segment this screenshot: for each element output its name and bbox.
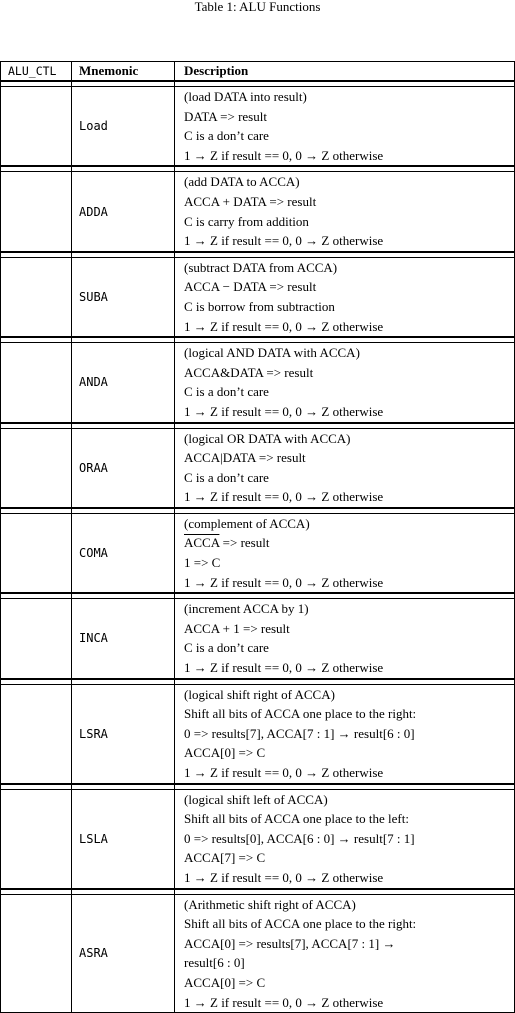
mnemonic-cell: ADDA [71, 172, 174, 251]
header-alu-ctl: ALU_CTL [0, 61, 71, 81]
description-line: C is a don’t care [184, 384, 269, 400]
description-line: 0 => results[0], ACCA[6 : 0] → result[7 : 1] [184, 830, 415, 846]
overlined-acca: ACCA [184, 535, 220, 551]
description-line: 1 → Z if result == 0, 0 → Z otherwise [184, 994, 384, 1010]
description-line: C is carry from addition [184, 213, 309, 229]
table-row [0, 87, 515, 166]
description-line: C is a don’t care [184, 128, 269, 144]
description-line: (logical shift right of ACCA) [184, 686, 335, 702]
description-line: ACCA|DATA => result [184, 450, 306, 466]
alu-ctl-cell [0, 895, 71, 1013]
table-row [0, 429, 515, 508]
description-line: ACCA[7] => C [184, 850, 266, 866]
mnemonic-cell: ANDA [71, 343, 174, 422]
description-line: 1 → Z if result == 0, 0 → Z otherwise [184, 489, 384, 505]
mnemonic-cell: ORAA [71, 429, 174, 508]
description-line: (Arithmetic shift right of ACCA) [184, 896, 356, 912]
table-row [0, 895, 515, 1013]
alu-ctl-cell [0, 258, 71, 337]
alu-ctl-cell [0, 429, 71, 508]
description-line: ACCA + 1 => result [184, 620, 290, 636]
description-cell [174, 685, 515, 784]
description-cell [174, 429, 515, 508]
description-cell [174, 258, 515, 337]
mnemonic-cell: ASRA [71, 895, 174, 1013]
description-line: ACCA[0] => C [184, 974, 266, 990]
description-line: result[6 : 0] [184, 955, 245, 971]
description-line: 1 → Z if result == 0, 0 → Z otherwise [184, 765, 384, 780]
description-line: 1 => C [184, 555, 221, 571]
table-header-row [0, 61, 515, 81]
alu-ctl-cell [0, 343, 71, 422]
description-line: (load DATA into result) [184, 89, 307, 104]
description-line: (add DATA to ACCA) [184, 174, 300, 190]
alu-ctl-cell [0, 599, 71, 678]
description-line: (logical AND DATA with ACCA) [184, 345, 360, 361]
description-line: Shift all bits of ACCA one place to the right: [184, 916, 417, 932]
description-line: 1 → Z if result == 0, 0 → Z otherwise [184, 574, 384, 590]
description-line: 1 → Z if result == 0, 0 → Z otherwise [184, 233, 384, 249]
description-line: DATA => result [184, 108, 267, 124]
table-row [0, 172, 515, 251]
description-line: 1 → Z if result == 0, 0 → Z otherwise [184, 318, 384, 334]
mnemonic-cell: LSRA [71, 685, 174, 784]
header-mnemonic: Mnemonic [71, 61, 174, 81]
description-line: (logical OR DATA with ACCA) [184, 430, 351, 446]
description-line: 0 => results[7], ACCA[7 : 1] → result[6 : 0] [184, 725, 415, 741]
description-cell [174, 343, 515, 422]
alu-functions-table [0, 61, 515, 1013]
description-cell [174, 514, 515, 593]
description-line: ACCA[0] => results[7], ACCA[7 : 1] → [184, 935, 396, 951]
description-cell [174, 172, 515, 251]
table-row [0, 685, 515, 784]
alu-ctl-cell [0, 514, 71, 593]
description-line: C is borrow from subtraction [184, 298, 335, 314]
description-cell [174, 599, 515, 678]
alu-ctl-cell [0, 790, 71, 889]
description-line: ACCA => result [184, 535, 270, 551]
header-description: Description [174, 61, 515, 81]
description-line: (logical shift left of ACCA) [184, 791, 328, 807]
alu-ctl-cell [0, 172, 71, 251]
description-line: C is a don’t care [184, 469, 269, 485]
table-row [0, 258, 515, 337]
description-line: 1 → Z if result == 0, 0 → Z otherwise [184, 403, 384, 419]
mnemonic-cell: INCA [71, 599, 174, 678]
table-row [0, 343, 515, 422]
table-row [0, 514, 515, 593]
description-line: Shift all bits of ACCA one place to the right: [184, 706, 417, 722]
description-cell [174, 895, 515, 1013]
description-line: Shift all bits of ACCA one place to the left: [184, 811, 409, 827]
alu-ctl-cell [0, 685, 71, 784]
description-line: (complement of ACCA) [184, 515, 310, 531]
description-line: ACCA + DATA => result [184, 193, 317, 209]
description-line: C is a don’t care [184, 640, 269, 656]
description-line: 1 → Z if result == 0, 0 → Z otherwise [184, 869, 384, 885]
table-caption: Table 1: ALU Functions [194, 0, 321, 14]
description-line: 1 → Z if result == 0, 0 → Z otherwise [184, 660, 384, 676]
description-line: 1 → Z if result == 0, 0 → Z otherwise [184, 147, 384, 163]
description-line: ACCA&DATA => result [184, 364, 314, 380]
mnemonic-cell: COMA [71, 514, 174, 593]
description-line: ACCA[0] => C [184, 745, 266, 761]
table-row [0, 790, 515, 889]
description-line: ACCA − DATA => result [184, 279, 317, 295]
description-line: (increment ACCA by 1) [184, 601, 309, 617]
mnemonic-cell: LSLA [71, 790, 174, 889]
description-line: (subtract DATA from ACCA) [184, 259, 338, 275]
description-cell [174, 87, 515, 166]
alu-ctl-cell [0, 87, 71, 166]
mnemonic-cell: Load [71, 87, 174, 166]
description-cell [174, 790, 515, 889]
mnemonic-cell: SUBA [71, 258, 174, 337]
table-row [0, 599, 515, 678]
